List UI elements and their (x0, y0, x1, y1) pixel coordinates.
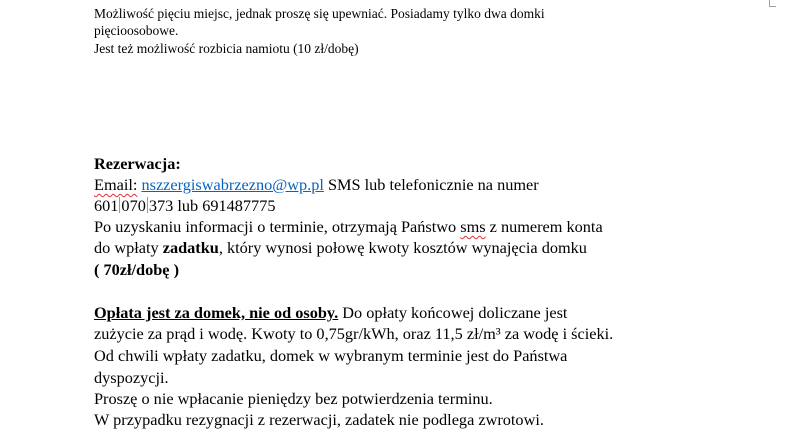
info-line-1 (94, 216, 603, 237)
payment-line-6: W przypadku rezygnacji z rezerwacji, zadatek nie podlega zwrotowi. (94, 410, 544, 429)
deposit-word: zadatku (162, 238, 219, 257)
info-line-2-end: , który wynosi połowę kwoty kosztów wynajęcia domku (218, 238, 587, 257)
info-line-2 (94, 237, 587, 258)
email-line-rest: SMS lub telefonicznie na numer (323, 175, 539, 194)
info-line-1-start: Po uzyskaniu informacji o terminie, otrzymają Państwo (94, 217, 461, 236)
info-line-1-end: z numerem konta (485, 217, 603, 236)
email-line (94, 174, 539, 195)
email-label: Email: (94, 175, 138, 194)
payment-line-3: Od chwili wpłaty zadatku, domek w wybranym terminie jest do Państwa (94, 346, 568, 365)
info-line-2-start: do wpłaty (94, 238, 163, 257)
phone-line (94, 195, 275, 216)
email-link[interactable]: nszzergiswabrzezno@wp.pl (141, 175, 324, 194)
page-corner-mark (769, 0, 776, 7)
phone-part-2: 070 (121, 196, 146, 215)
capacity-line-3: Jest też możliwość rozbicia namiotu (10 zł/dobę) (94, 41, 359, 56)
payment-line-1-rest: Do opłaty końcowej doliczane jest (338, 303, 568, 322)
payment-line-4: dyspozycji. (94, 368, 169, 387)
deposit-amount: ( 70zł/dobę ) (94, 260, 180, 279)
payment-line-5: Proszę o nie wpłacanie pieniędzy bez potwierdzenia terminu. (94, 389, 493, 408)
payment-line-1 (94, 302, 567, 323)
reservation-heading: Rezerwacja: (94, 154, 181, 173)
capacity-line-2: pięcioosobowe. (94, 23, 179, 38)
payment-lead: Opłata jest za domek, nie od osoby. (94, 303, 339, 322)
capacity-line-1: Możliwość pięciu miejsc, jednak proszę się upewniać. Posiadamy tylko dwa domki (94, 6, 545, 21)
phone-part-1: 601 (94, 196, 119, 215)
phone-rest: 373 lub 691487775 (148, 196, 276, 215)
text-cursor-mark-2 (147, 197, 148, 213)
sms-word: sms (460, 217, 486, 236)
payment-line-2: zużycie za prąd i wodę. Kwoty to 0,75gr/kWh, oraz 11,5 zł/m³ za wodę i ścieki. (94, 324, 614, 343)
